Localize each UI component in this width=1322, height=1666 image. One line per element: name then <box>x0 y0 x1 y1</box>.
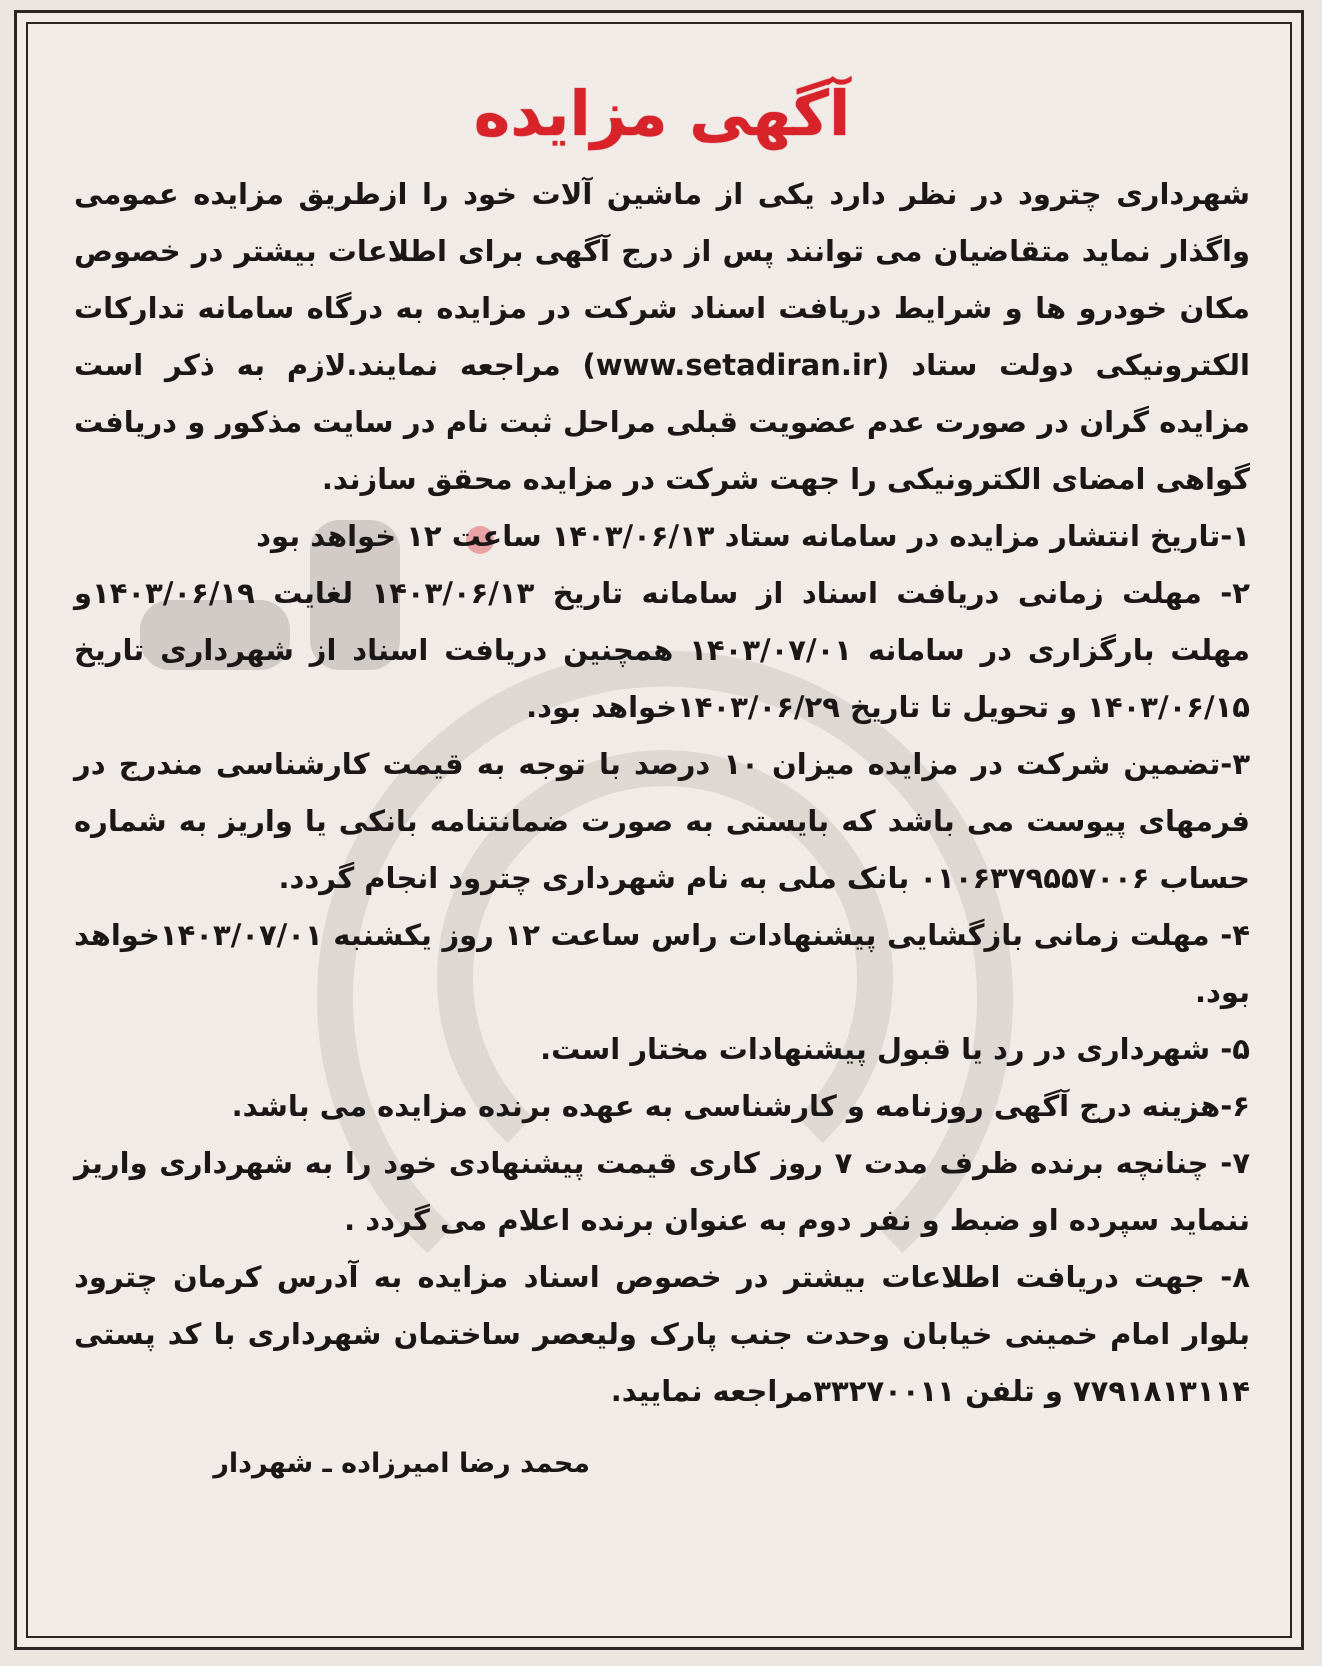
signature: محمد رضا امیرزاده ـ شهردار <box>213 1448 590 1480</box>
notice-item-6: ۶-هزینه درج آگهی روزنامه و کارشناسی به عهده برنده مزایده می باشد. <box>231 1089 1250 1124</box>
intro-paragraph <box>74 166 1250 508</box>
notice-body <box>74 60 1250 1494</box>
notice-item-4: ۴- مهلت زمانی بازگشایی پیشنهادات راس ساعت ۱۲ روز یکشنبه ۱۴۰۳/۰۷/۰۱خواهد بود. <box>74 918 1250 1010</box>
notice-title: آگهی مزایده <box>473 77 851 150</box>
intro-text-1: شهرداری چترود در نظر دارد یکی از ماشین آلات خود را ازطریق مزایده عمومی واگذار نماید متقاضیان می توانند پس از درج آگهی برای اطلاعات بیشتر در خصوص مکان خودرو ها و شرایط دریافت اسناد شرکت در مزایده به درگاه سامانه تدارکات الکترونیکی دولت ستاد ( <box>74 177 1250 383</box>
notice-item-8: ۸- جهت دریافت اطلاعات بیشتر در خصوص اسناد مزایده به آدرس کرمان چترود بلوار امام خمینی خیابان وحدت جنب پارک ولیعصر ساختمان شهرداری با کد پستی ۷۷۹۱۸۱۳۱۱۴ و تلفن ۳۳۲۷۰۰۱۱مراجعه نمایید. <box>74 1260 1250 1409</box>
notice-item-5: ۵- شهرداری در رد یا قبول پیشنهادات مختار است. <box>540 1032 1250 1067</box>
notice-item-7: ۷- چنانچه برنده ظرف مدت ۷ روز کاری قیمت پیشنهادی خود را به شهرداری واریز ننماید سپرده او ضبط و نفر دوم به عنوان برنده اعلام می گردد . <box>74 1146 1251 1238</box>
notice-item-2: ۲- مهلت زمانی دریافت اسناد از سامانه تاریخ ۱۴۰۳/۰۶/۱۳ لغایت ۱۴۰۳/۰۶/۱۹و مهلت بارگزاری در سامانه ۱۴۰۳/۰۷/۰۱ همچنین دریافت اسناد از شهرداری تاریخ ۱۴۰۳/۰۶/۱۵ و تحویل تا تاریخ ۱۴۰۳/۰۶/۲۹خواهد بود. <box>74 576 1251 725</box>
intro-text-2: ) مراجعه نمایند.لازم به ذکر است مزایده گران در صورت عدم عضویت قبلی مراحل ثبت نام در سایت مذکور و دریافت گواهی امضای الکترونیکی را جهت شرکت در مزایده محقق سازند. <box>74 348 1250 497</box>
setad-url-link[interactable]: www.setadiran.ir <box>595 348 877 383</box>
notice-item-1: ۱-تاریخ انتشار مزایده در سامانه ستاد ۱۴۰۳/۰۶/۱۳ ساعت ۱۲ خواهد بود <box>256 519 1250 554</box>
notice-item-3: ۳-تضمین شرکت در مزایده میزان ۱۰ درصد با توجه به قیمت کارشناسی مندرج در فرمهای پیوست می باشد که بایستی به صورت ضمانتنامه بانکی یا واریز به شماره حساب ۰۱۰۶۳۷۹۵۵۷۰۰۶ بانک ملی به نام شهرداری چترود انجام گردد. <box>74 747 1251 896</box>
